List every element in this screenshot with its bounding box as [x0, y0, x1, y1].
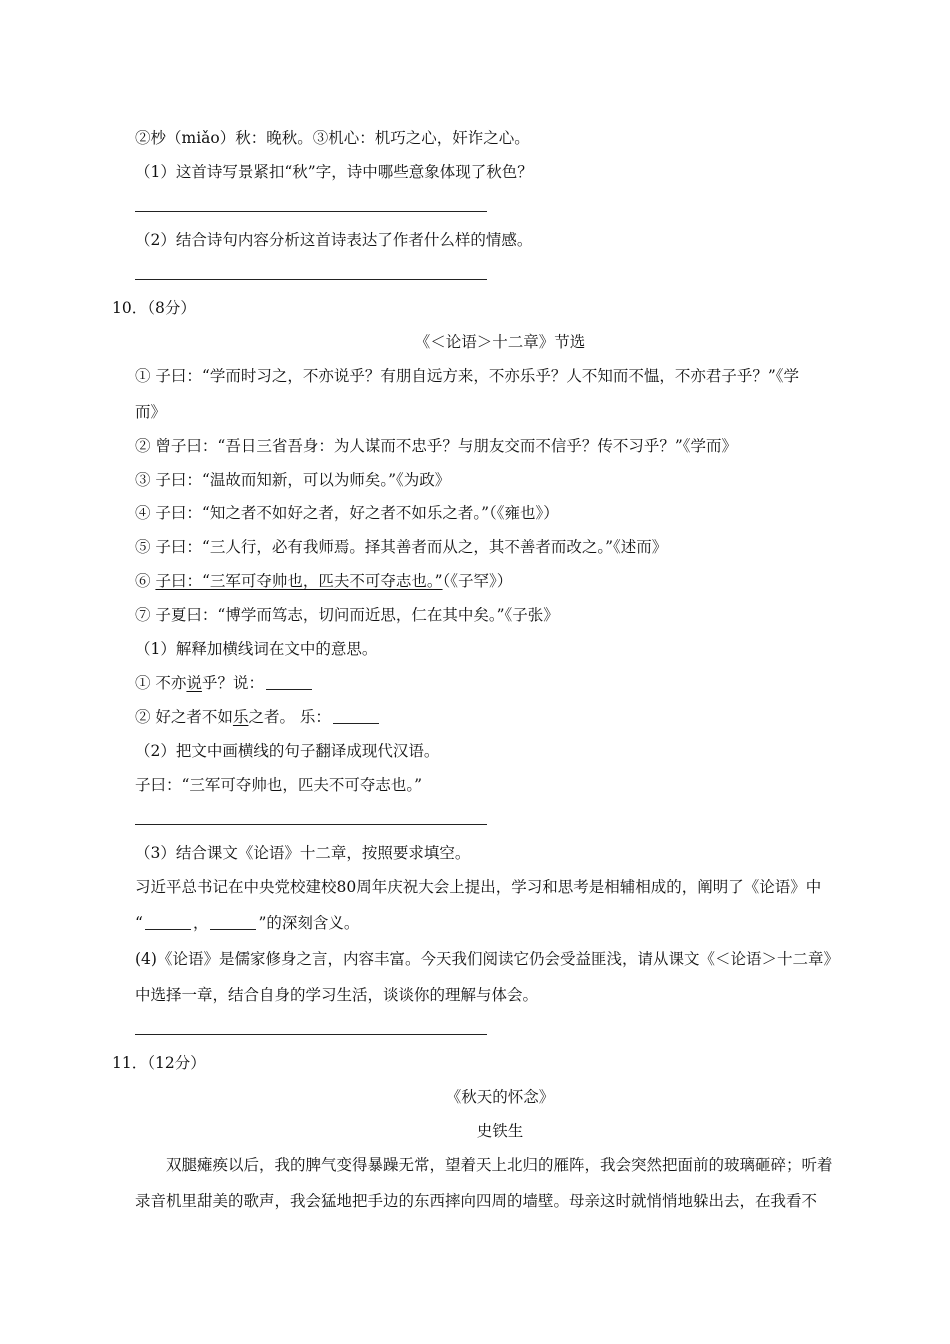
q10-answer-line-2[interactable]: [135, 824, 487, 825]
q10-number: 10．（8分）: [112, 299, 196, 317]
q10-sub3-blank-2[interactable]: [210, 915, 256, 930]
q11-para1-line2: 录音机里甜美的歌声，我会猛地把手边的东西摔向四周的墙壁。母亲这时就悄悄地躲出去，在我看不: [135, 1192, 818, 1210]
q10-sub1-b-pre: ② 好之者不如: [135, 708, 233, 726]
q10-sub1-a-pre: ① 不亦: [135, 674, 187, 692]
q10-sub2: （2）把文中画横线的句子翻译成现代汉语。: [135, 742, 440, 760]
q9-answer-line-1[interactable]: [135, 211, 487, 212]
q10-sub3-open-quote: “: [135, 914, 143, 932]
q9-answer-line-2[interactable]: [135, 279, 487, 280]
q10-sub3-comma: ，: [192, 914, 209, 932]
q10-answer-line-4[interactable]: [135, 1034, 487, 1035]
q10-item-2: ② 曾子曰：“吾日三省吾身：为人谋而不忠乎？与朋友交而不信乎？传不习乎？”《学而》: [135, 437, 738, 455]
q10-item-7: ⑦ 子夏曰：“博学而笃志，切问而近思，仁在其中矣。”《子张》: [135, 606, 559, 624]
q10-sub4-line1: (4)《论语》是儒家修身之言，内容丰富。今天我们阅读它仍会受益匪浅，请从课文《＜论语＞十二章》: [135, 950, 839, 968]
q11-number: 11．（12分）: [112, 1054, 206, 1072]
q10-sub1-b-blank[interactable]: [333, 709, 379, 724]
q10-item-5: ⑤ 子曰：“三人行，必有我师焉。择其善者而从之，其不善者而改之。”《述而》: [135, 538, 668, 556]
q10-item-6-suffix: （《子罕》）: [442, 572, 513, 590]
q10-sub1-a-post: 乎？说：: [201, 674, 264, 692]
q10-sub1-b-word: 乐: [232, 708, 249, 726]
q10-sub1: （1）解释加横线词在文中的意思。: [135, 640, 378, 658]
q9-sub2: （2）结合诗句内容分析这首诗表达了作者什么样的情感。: [135, 231, 533, 249]
q10-item-1: ① 子曰：“学而时习之，不亦说乎？有朋自远方来，不亦乐乎？人不知而不愠，不亦君子乎？”《学: [135, 367, 800, 385]
q10-sub2-quote: 子曰：“三军可夺帅也，匹夫不可夺志也。”: [135, 776, 423, 794]
q10-item-6-underlined: 子曰：“三军可夺帅也，匹夫不可夺志也。”: [155, 572, 443, 590]
q10-title: 《＜论语＞十二章》节选: [414, 333, 586, 351]
q10-sub3-close: ”的深刻含义。: [258, 914, 360, 932]
q10-sub1-a: [135, 673, 314, 693]
q10-sub3: （3）结合课文《论语》十二章，按照要求填空。: [135, 844, 471, 862]
q10-sub4-line2: 中选择一章，结合自身的学习生活，谈谈你的理解与体会。: [135, 986, 539, 1004]
q11-author: 史铁生: [476, 1122, 524, 1140]
q9-sub1: （1）这首诗写景紧扣“秋”字，诗中哪些意象体现了秋色？: [135, 163, 533, 181]
q9-note-line: ②杪（miǎo）秋：晚秋。③机心：机巧之心，奸诈之心。: [135, 129, 530, 147]
q10-item-1-cont: 而》: [135, 403, 167, 421]
q10-item-4: ④ 子曰：“知之者不如好之者，好之者不如乐之者。”（《雍也》）: [135, 504, 559, 522]
q10-sub1-b-post: 之者。 乐：: [248, 708, 331, 726]
q10-item-3: ③ 子曰：“温故而知新，可以为师矣。”《为政》: [135, 471, 451, 489]
q10-item-6-prefix: ⑥: [135, 572, 156, 590]
q10-sub3-line2: [135, 913, 359, 933]
q11-para1-line1: 双腿瘫痪以后，我的脾气变得暴躁无常，望着天上北归的雁阵，我会突然把面前的玻璃砸碎；听着: [166, 1156, 833, 1174]
q10-sub1-a-word: 说: [186, 674, 202, 692]
q10-sub3-blank-1[interactable]: [145, 915, 191, 930]
q10-sub3-line1: 习近平总书记在中央党校建校80周年庆祝大会上提出，学习和思考是相辅相成的，阐明了《论语》中: [135, 878, 822, 896]
q11-title: 《秋天的怀念》: [445, 1088, 555, 1106]
q10-sub1-b: [135, 707, 381, 727]
q10-sub1-a-blank[interactable]: [266, 675, 312, 690]
q10-item-6: [135, 571, 512, 591]
